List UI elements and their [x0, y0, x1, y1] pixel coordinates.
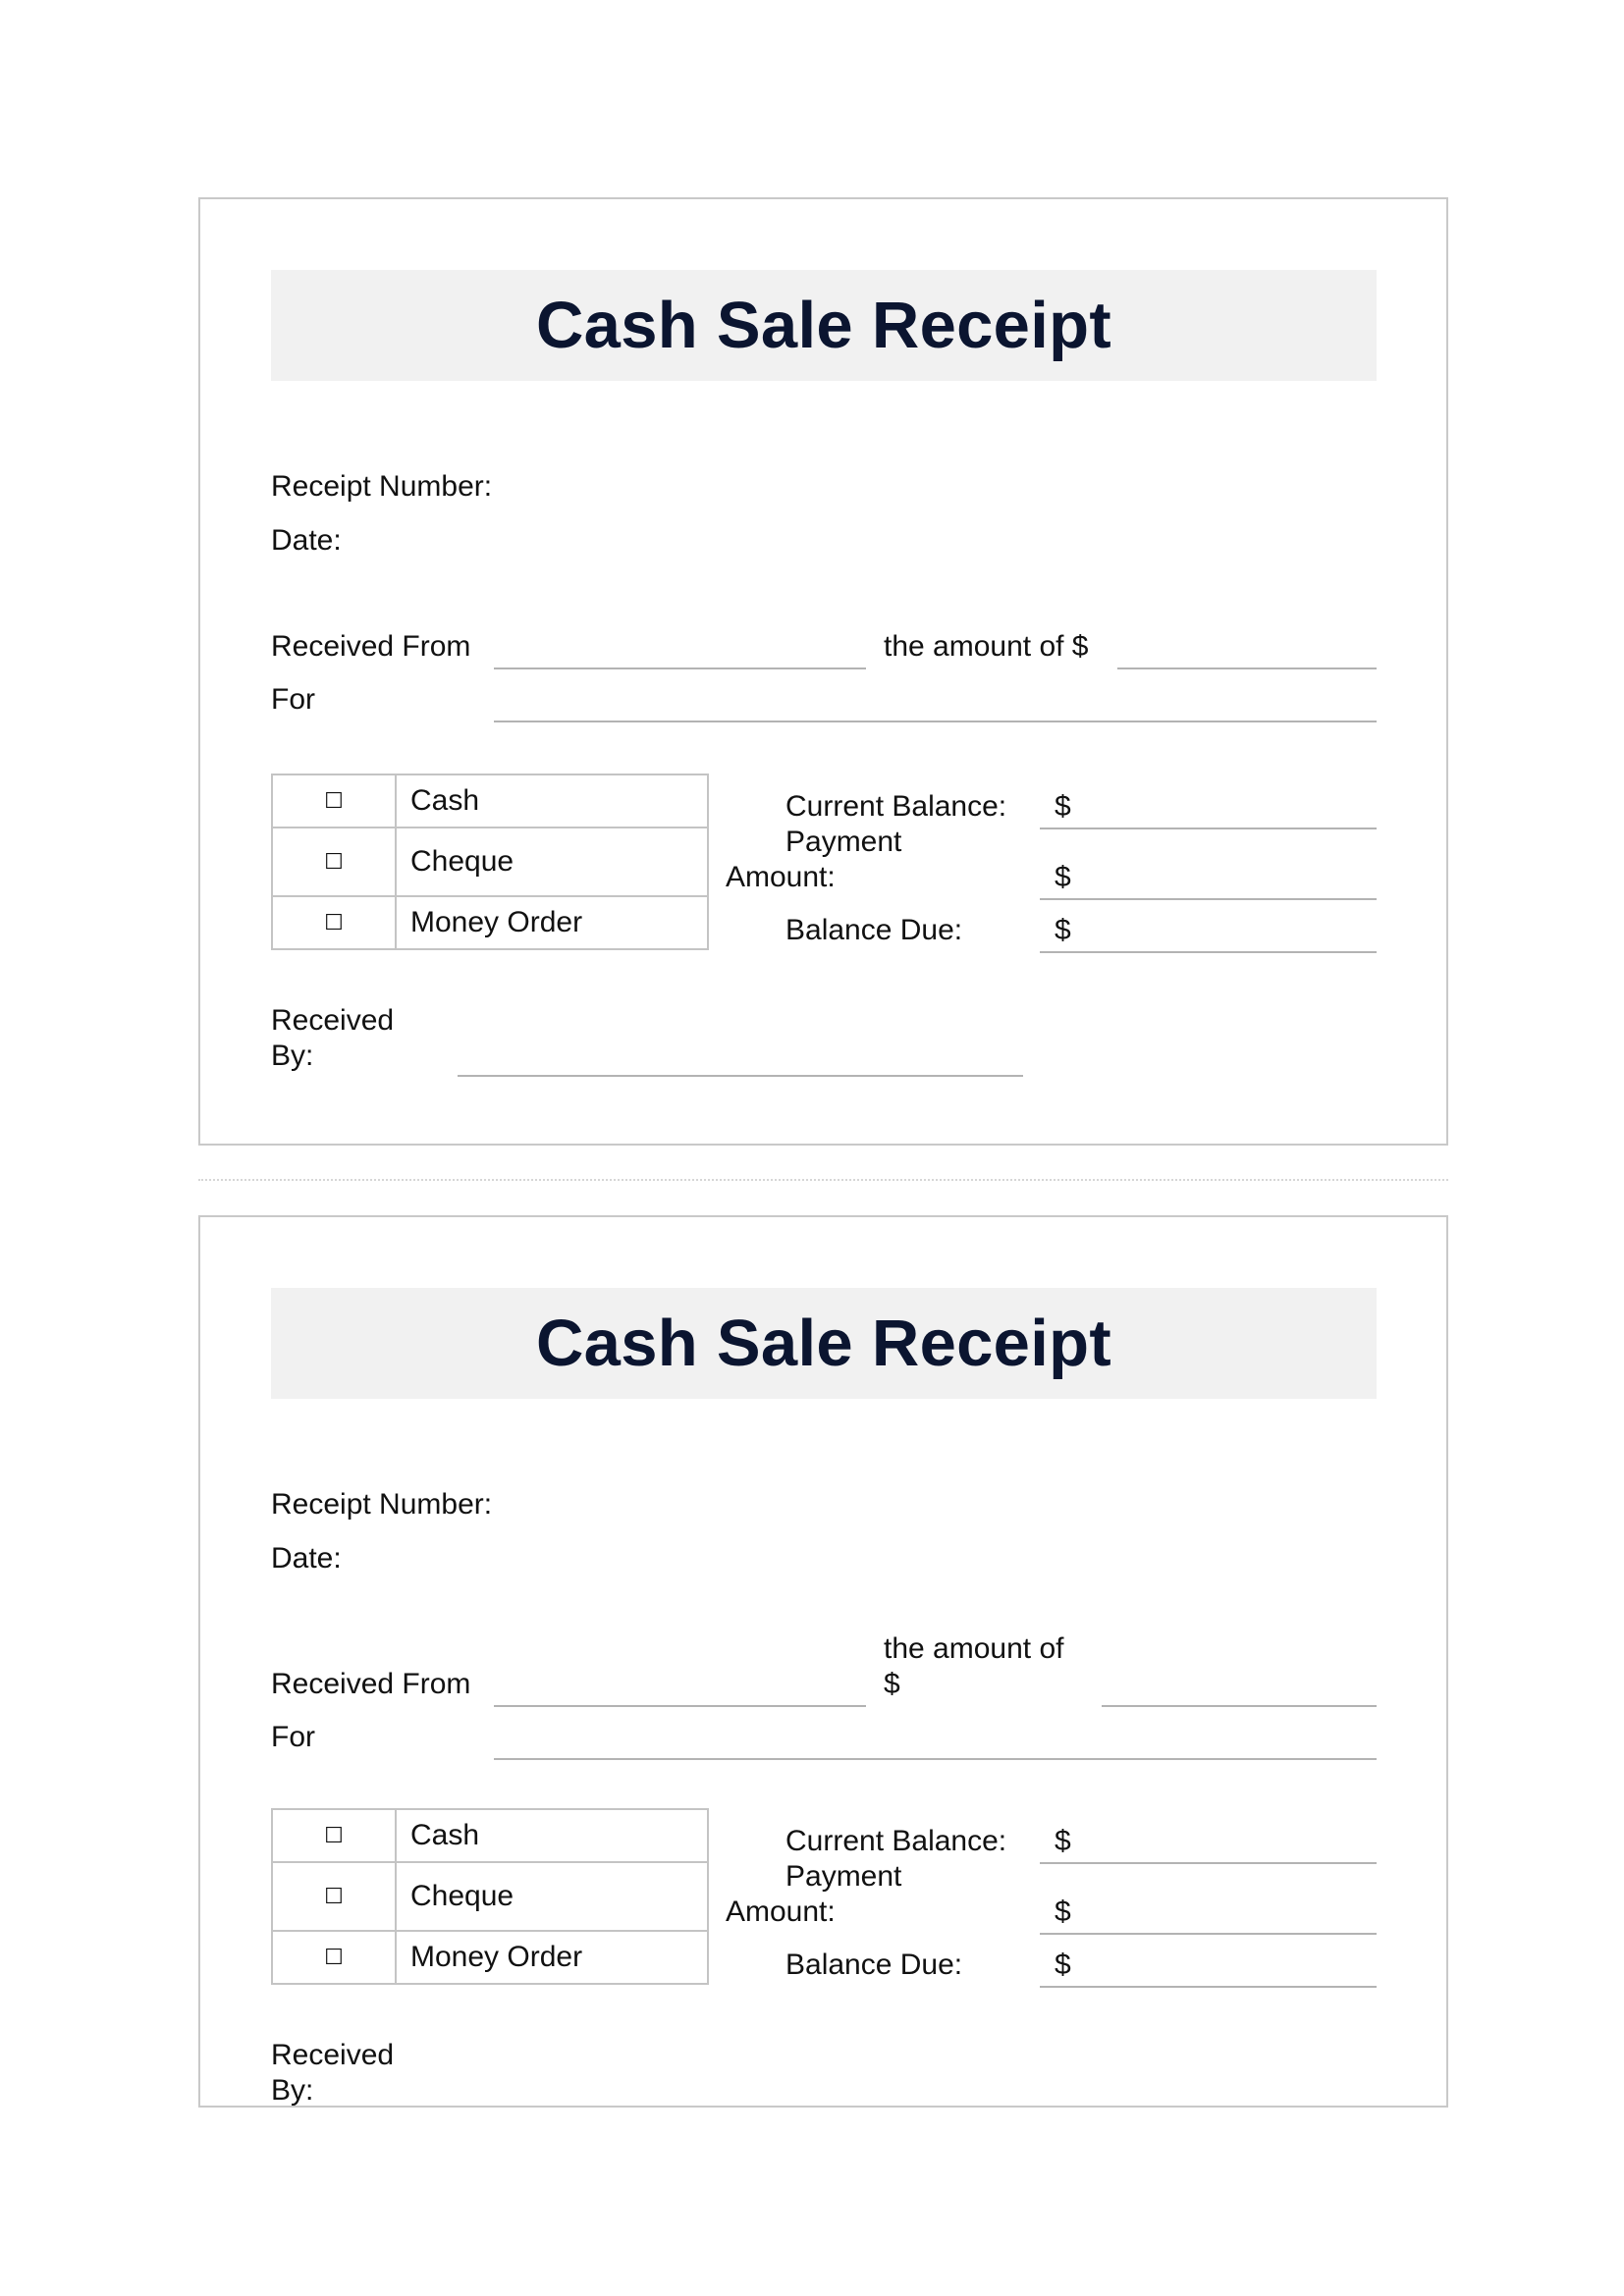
for-label: For	[271, 683, 315, 716]
for-field[interactable]	[494, 721, 1377, 722]
checkbox-cash[interactable]: ☐	[272, 774, 396, 828]
receipt-title: Cash Sale Receipt	[535, 289, 1112, 362]
payment-method-row	[272, 1809, 708, 1862]
amount-of-label: $	[884, 1668, 900, 1700]
payment-amount-label: Amount:	[726, 861, 836, 893]
receipt-number-label: Receipt Number:	[271, 470, 493, 503]
amount-of-label: the amount of $	[884, 630, 1089, 663]
received-by-label: By:	[271, 1040, 314, 1072]
checkbox-cash[interactable]: ☐	[272, 1809, 396, 1862]
checkbox-money-order[interactable]: ☐	[272, 896, 396, 949]
checkbox-cheque[interactable]: ☐	[272, 1862, 396, 1931]
payment-method-row	[272, 774, 708, 828]
payment-method-row	[272, 1862, 708, 1931]
checkbox-money-order[interactable]: ☐	[272, 1931, 396, 1984]
date-label: Date:	[271, 524, 342, 557]
amount-field[interactable]	[1117, 667, 1377, 669]
current-balance-field[interactable]	[1040, 1862, 1377, 1864]
amount-field[interactable]	[1102, 1705, 1377, 1707]
payment-method-label: Cheque	[396, 828, 708, 896]
payment-method-table	[271, 774, 709, 950]
current-balance-field[interactable]	[1040, 828, 1377, 829]
date-label: Date:	[271, 1542, 342, 1575]
received-by-label: Received	[271, 1004, 395, 1037]
receipt-card	[198, 197, 1448, 1146]
amount-of-label: the amount of	[884, 1632, 1064, 1665]
received-by-label: Received	[271, 2039, 395, 2071]
payment-method-label: Money Order	[396, 896, 708, 949]
received-from-label: Received From	[271, 630, 471, 663]
checkbox-cheque[interactable]: ☐	[272, 828, 396, 896]
currency-symbol: $	[1055, 914, 1071, 946]
balance-due-label: Balance Due:	[785, 914, 963, 946]
currency-symbol: $	[1055, 861, 1071, 893]
receipt-number-label: Receipt Number:	[271, 1488, 493, 1521]
currency-symbol: $	[1055, 1825, 1071, 1857]
received-by-field[interactable]	[458, 1075, 1023, 1077]
payment-amount-label: Amount:	[726, 1896, 836, 1928]
receipt-title: Cash Sale Receipt	[535, 1307, 1112, 1380]
payment-amount-label: Payment	[785, 1860, 902, 1893]
payment-method-table	[271, 1808, 709, 1985]
payment-method-row	[272, 1931, 708, 1984]
currency-symbol: $	[1055, 1896, 1071, 1928]
received-from-field[interactable]	[494, 1705, 866, 1707]
balance-due-field[interactable]	[1040, 1986, 1377, 1988]
payment-amount-label: Payment	[785, 826, 902, 858]
payment-amount-field[interactable]	[1040, 898, 1377, 900]
received-by-label: By:	[271, 2074, 314, 2107]
title-bar	[271, 270, 1377, 381]
cut-line	[198, 1179, 1448, 1181]
received-from-label: Received From	[271, 1668, 471, 1700]
payment-amount-field[interactable]	[1040, 1933, 1377, 1935]
payment-method-label: Money Order	[396, 1931, 708, 1984]
payment-method-label: Cash	[396, 774, 708, 828]
current-balance-label: Current Balance:	[785, 1825, 1007, 1857]
currency-symbol: $	[1055, 790, 1071, 823]
current-balance-label: Current Balance:	[785, 790, 1007, 823]
payment-method-row	[272, 896, 708, 949]
currency-symbol: $	[1055, 1949, 1071, 1981]
for-field[interactable]	[494, 1758, 1377, 1760]
payment-method-row	[272, 828, 708, 896]
for-label: For	[271, 1721, 315, 1753]
title-bar	[271, 1288, 1377, 1399]
balance-due-field[interactable]	[1040, 951, 1377, 953]
received-from-field[interactable]	[494, 667, 866, 669]
payment-method-label: Cheque	[396, 1862, 708, 1931]
receipt-card	[198, 1215, 1448, 2108]
payment-method-label: Cash	[396, 1809, 708, 1862]
balance-due-label: Balance Due:	[785, 1949, 963, 1981]
